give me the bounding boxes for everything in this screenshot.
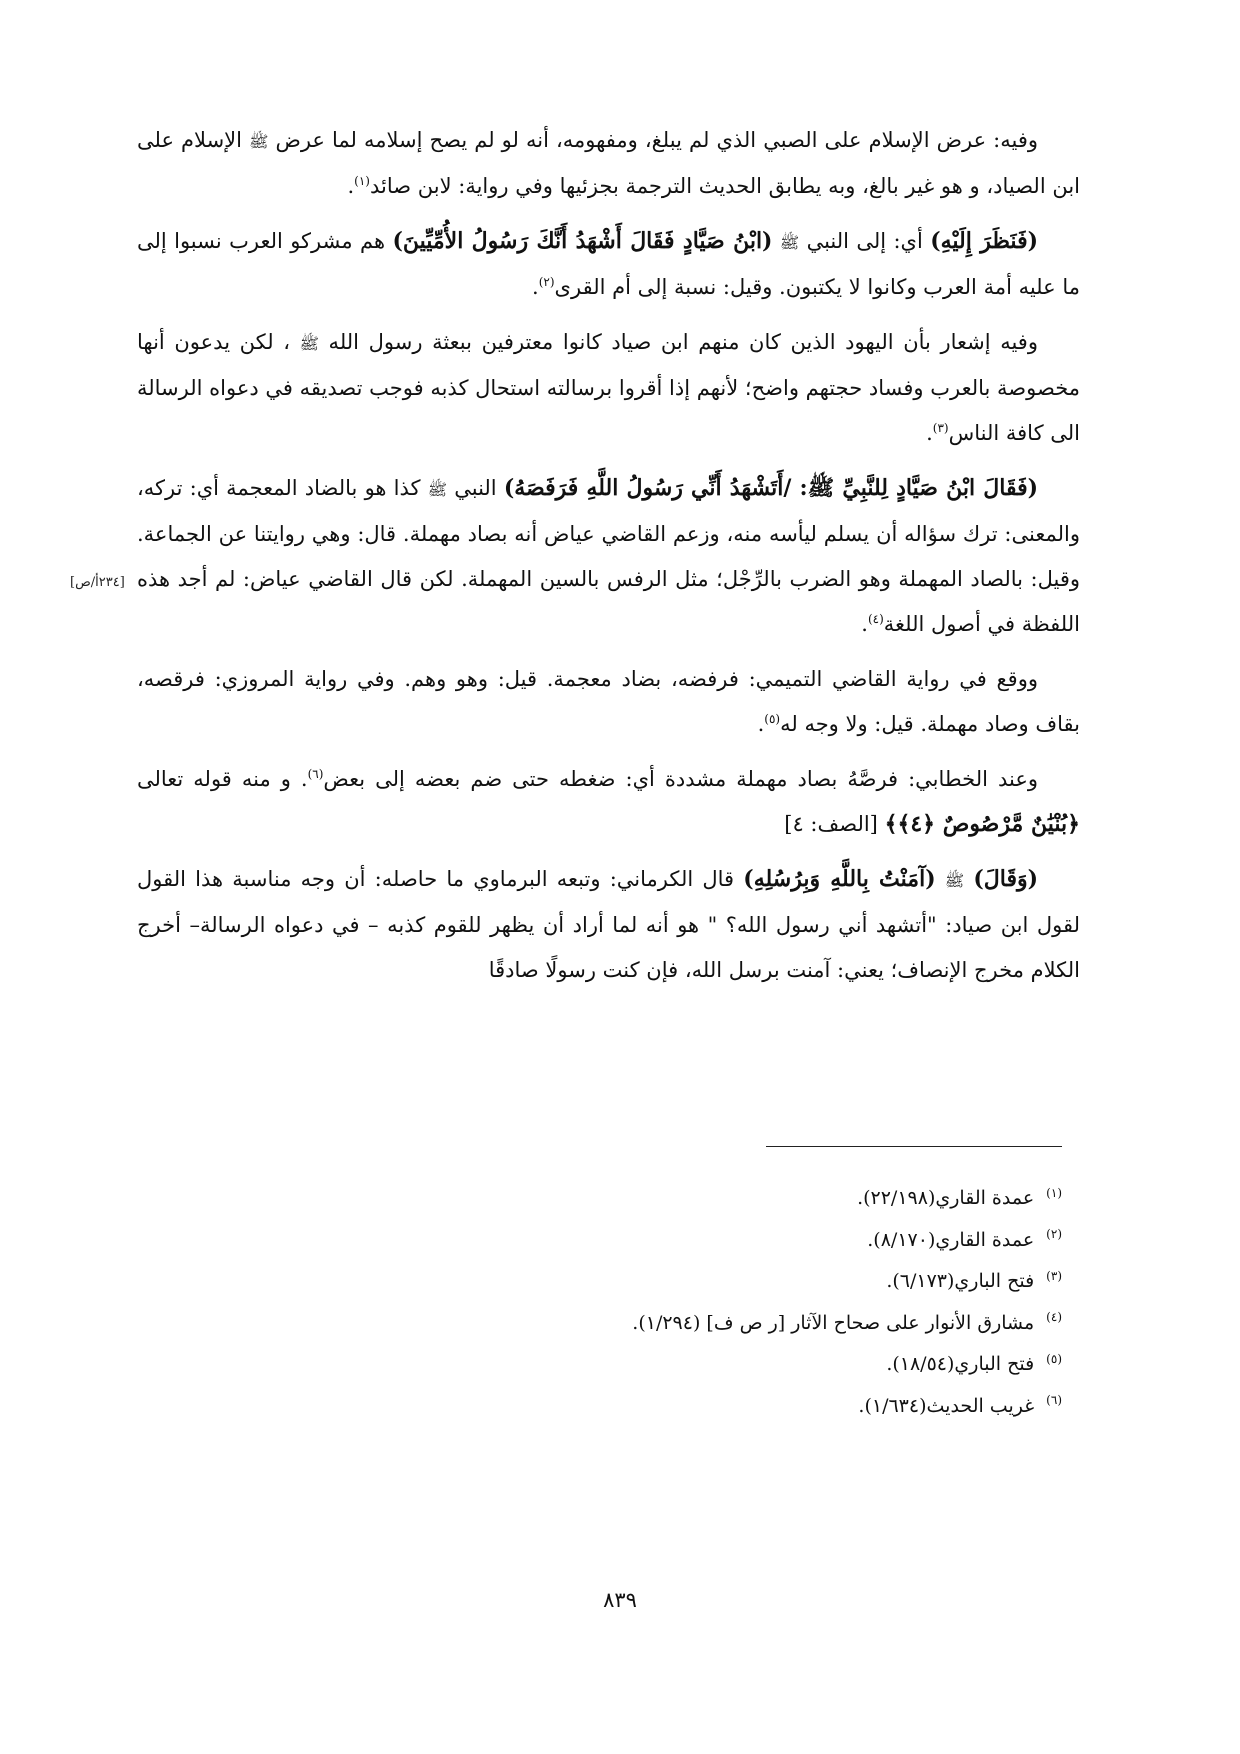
salawat-symbol: ﷺ	[299, 334, 319, 353]
text-run: .	[926, 421, 933, 445]
footnote-text: عمدة القاري(٨/١٧٠).	[867, 1228, 1035, 1251]
text-run: [الصف: ٤]	[784, 812, 885, 836]
text-run: أي: إلى النبي	[799, 229, 931, 253]
salawat-symbol: ﷺ	[779, 233, 800, 252]
footnote-item	[362, 1344, 1062, 1386]
paragraph-3	[137, 320, 1080, 456]
text-run: وفيه إشعار بأن اليهود الذين كان منهم ابن صياد كانوا معترفين ببعثة رسول الله	[318, 330, 1038, 354]
text-run: وعند الخطابي: فرصَّهُ بصاد مهملة مشددة أي: ضغطه حتى ضم بعضه إلى بعض	[323, 767, 1038, 791]
text-run: ووقع في رواية القاضي التميمي: فرفضه، بضاد معجمة. قيل: وهو وهم. وفي رواية المروزي: فرقصه، بقاف وصاد مهملة. قيل: ولا وجه له	[137, 667, 1080, 736]
footnotes	[362, 1178, 1062, 1427]
hadith-quote: (ابْنُ صَيَّادٍ فَقَالَ أَشْهَدُ أَنَّكَ رَسُولُ الأُمِّيِّينَ)	[392, 228, 773, 254]
hadith-quote: (فَنَظَرَ إِلَيْهِ)	[930, 228, 1038, 254]
footnote-number: (٣)	[1046, 1268, 1062, 1283]
paragraph-7	[137, 857, 1080, 993]
text-run	[772, 229, 779, 253]
text-run	[936, 867, 945, 891]
text-run: .	[532, 275, 539, 299]
text-run: .	[861, 612, 868, 636]
salawat-symbol: ﷺ	[249, 132, 269, 151]
main-text	[137, 118, 1080, 1003]
footnote-ref[interactable]: (٦)	[307, 767, 324, 781]
footnote-number: (٥)	[1046, 1351, 1062, 1366]
text-run: . و منه قوله تعالى	[137, 767, 308, 791]
footnote-ref[interactable]: (١)	[354, 174, 370, 188]
paragraph-2	[137, 219, 1080, 310]
page-number: ٨٣٩	[603, 1588, 637, 1612]
footnote-text: مشارق الأنوار على صحاح الآثار [ر ص ف] (١/٢٩٤).	[632, 1311, 1035, 1334]
text-run: ، لكن يدعون أنها مخصوصة بالعرب وفساد حجتهم واضح؛ لأنهم إذا أقروا برسالته استحال كذبه فوجب تصديقه في دعواه الرسالة الى كافة الناس	[137, 330, 1080, 445]
quran-verse: ﴿بُنْيَٰنٌ مَّرْصُوصٌ ﴿٤﴾﴾	[884, 811, 1080, 837]
footnote-item	[362, 1303, 1062, 1345]
footnote-ref[interactable]: (٤)	[867, 612, 884, 626]
text-run: .	[347, 174, 355, 198]
footnote-number: (٢)	[1046, 1227, 1062, 1242]
hadith-quote: (فَقَالَ ابْنُ صَيَّادٍ لِلنَّبِيِّ ﷺ: /أَتَشْهَدُ أَنِّي رَسُولُ اللَّهِ فَرَفَصَهُ)	[503, 475, 1038, 501]
footnote-text: فتح الباري(١٨/٥٤).	[886, 1353, 1035, 1375]
footnote-ref[interactable]: (٥)	[764, 712, 781, 726]
salawat-symbol: ﷺ	[427, 480, 448, 499]
text-run: الإسلام على ابن الصياد، و هو غير بالغ، وبه يطابق الحديث الترجمة بجزئيها وفي رواية: لابن صائد	[137, 128, 1080, 198]
salawat-symbol: ﷺ	[944, 871, 965, 890]
text-run: .	[757, 712, 765, 736]
hadith-quote: (وَقَالَ)	[973, 866, 1038, 892]
footnote-ref[interactable]: (٢)	[538, 275, 555, 289]
text-run: النبي	[447, 476, 504, 500]
hadith-quote: (آمَنْتُ بِاللَّهِ وَبِرُسُلِهِ)	[743, 866, 936, 892]
paragraph-4	[137, 466, 1080, 647]
footnote-text: فتح الباري(٦/١٧٣).	[886, 1270, 1035, 1292]
text-run	[964, 867, 973, 891]
footnote-number: (٤)	[1046, 1310, 1062, 1325]
text-run: وفيه: عرض الإسلام على الصبي الذي لم يبلغ، ومفهومه، أنه لو لم يصح إسلامه لما عرض	[268, 128, 1039, 152]
footnote-number: (٦)	[1046, 1393, 1062, 1408]
marginal-folio-note: [٢٣٤أ/ص]	[70, 575, 125, 590]
footnote-number: (١)	[1046, 1185, 1062, 1200]
paragraph-6	[137, 757, 1080, 847]
footnote-divider	[766, 1146, 1062, 1147]
text-run: قال الكرماني: وتبعه البرماوي ما حاصله: أن وجه مناسبة هذا القول لقول ابن صياد: "أتشهد أني رسول الله؟ " هو أنه لما أراد أن يظهر للقوم كذبه – في دعواه الرسالة– أخرج الكلام مخرج الإنصاف؛ يعني: آمنت برسل الله، فإن كنت رسولًا صادقًا	[137, 867, 1080, 982]
footnote-text: عمدة القاري(٢٢/١٩٨).	[857, 1187, 1035, 1209]
paragraph-1	[137, 118, 1080, 209]
footnote-item	[362, 1178, 1062, 1220]
footnote-item	[362, 1386, 1062, 1428]
paragraph-5	[137, 657, 1080, 747]
footnote-item	[362, 1220, 1062, 1262]
footnote-item	[362, 1261, 1062, 1303]
text-run: هم مشركو العرب نسبوا إلى ما عليه أمة العرب وكانوا لا يكتبون. وقيل: نسبة إلى أم القرى	[137, 229, 1080, 299]
footnote-text: غريب الحديث(١/٦٣٤).	[858, 1394, 1035, 1417]
footnote-ref[interactable]: (٣)	[932, 421, 949, 435]
text-run: كذا هو بالضاد المعجمة أي: تركه، والمعنى: ترك سؤاله أن يسلم ليأسه منه، وزعم القاضي عياض أنه بصاد مهملة. قال: وهي روايتنا عن الجماعة. وقيل: بالصاد المهملة وهو الضرب بالرِّجْل؛ مثل الرفس بالسين المهملة. لكن قال القاضي عياض: لم أجد هذه اللفظة في أصول اللغة	[137, 476, 1080, 636]
